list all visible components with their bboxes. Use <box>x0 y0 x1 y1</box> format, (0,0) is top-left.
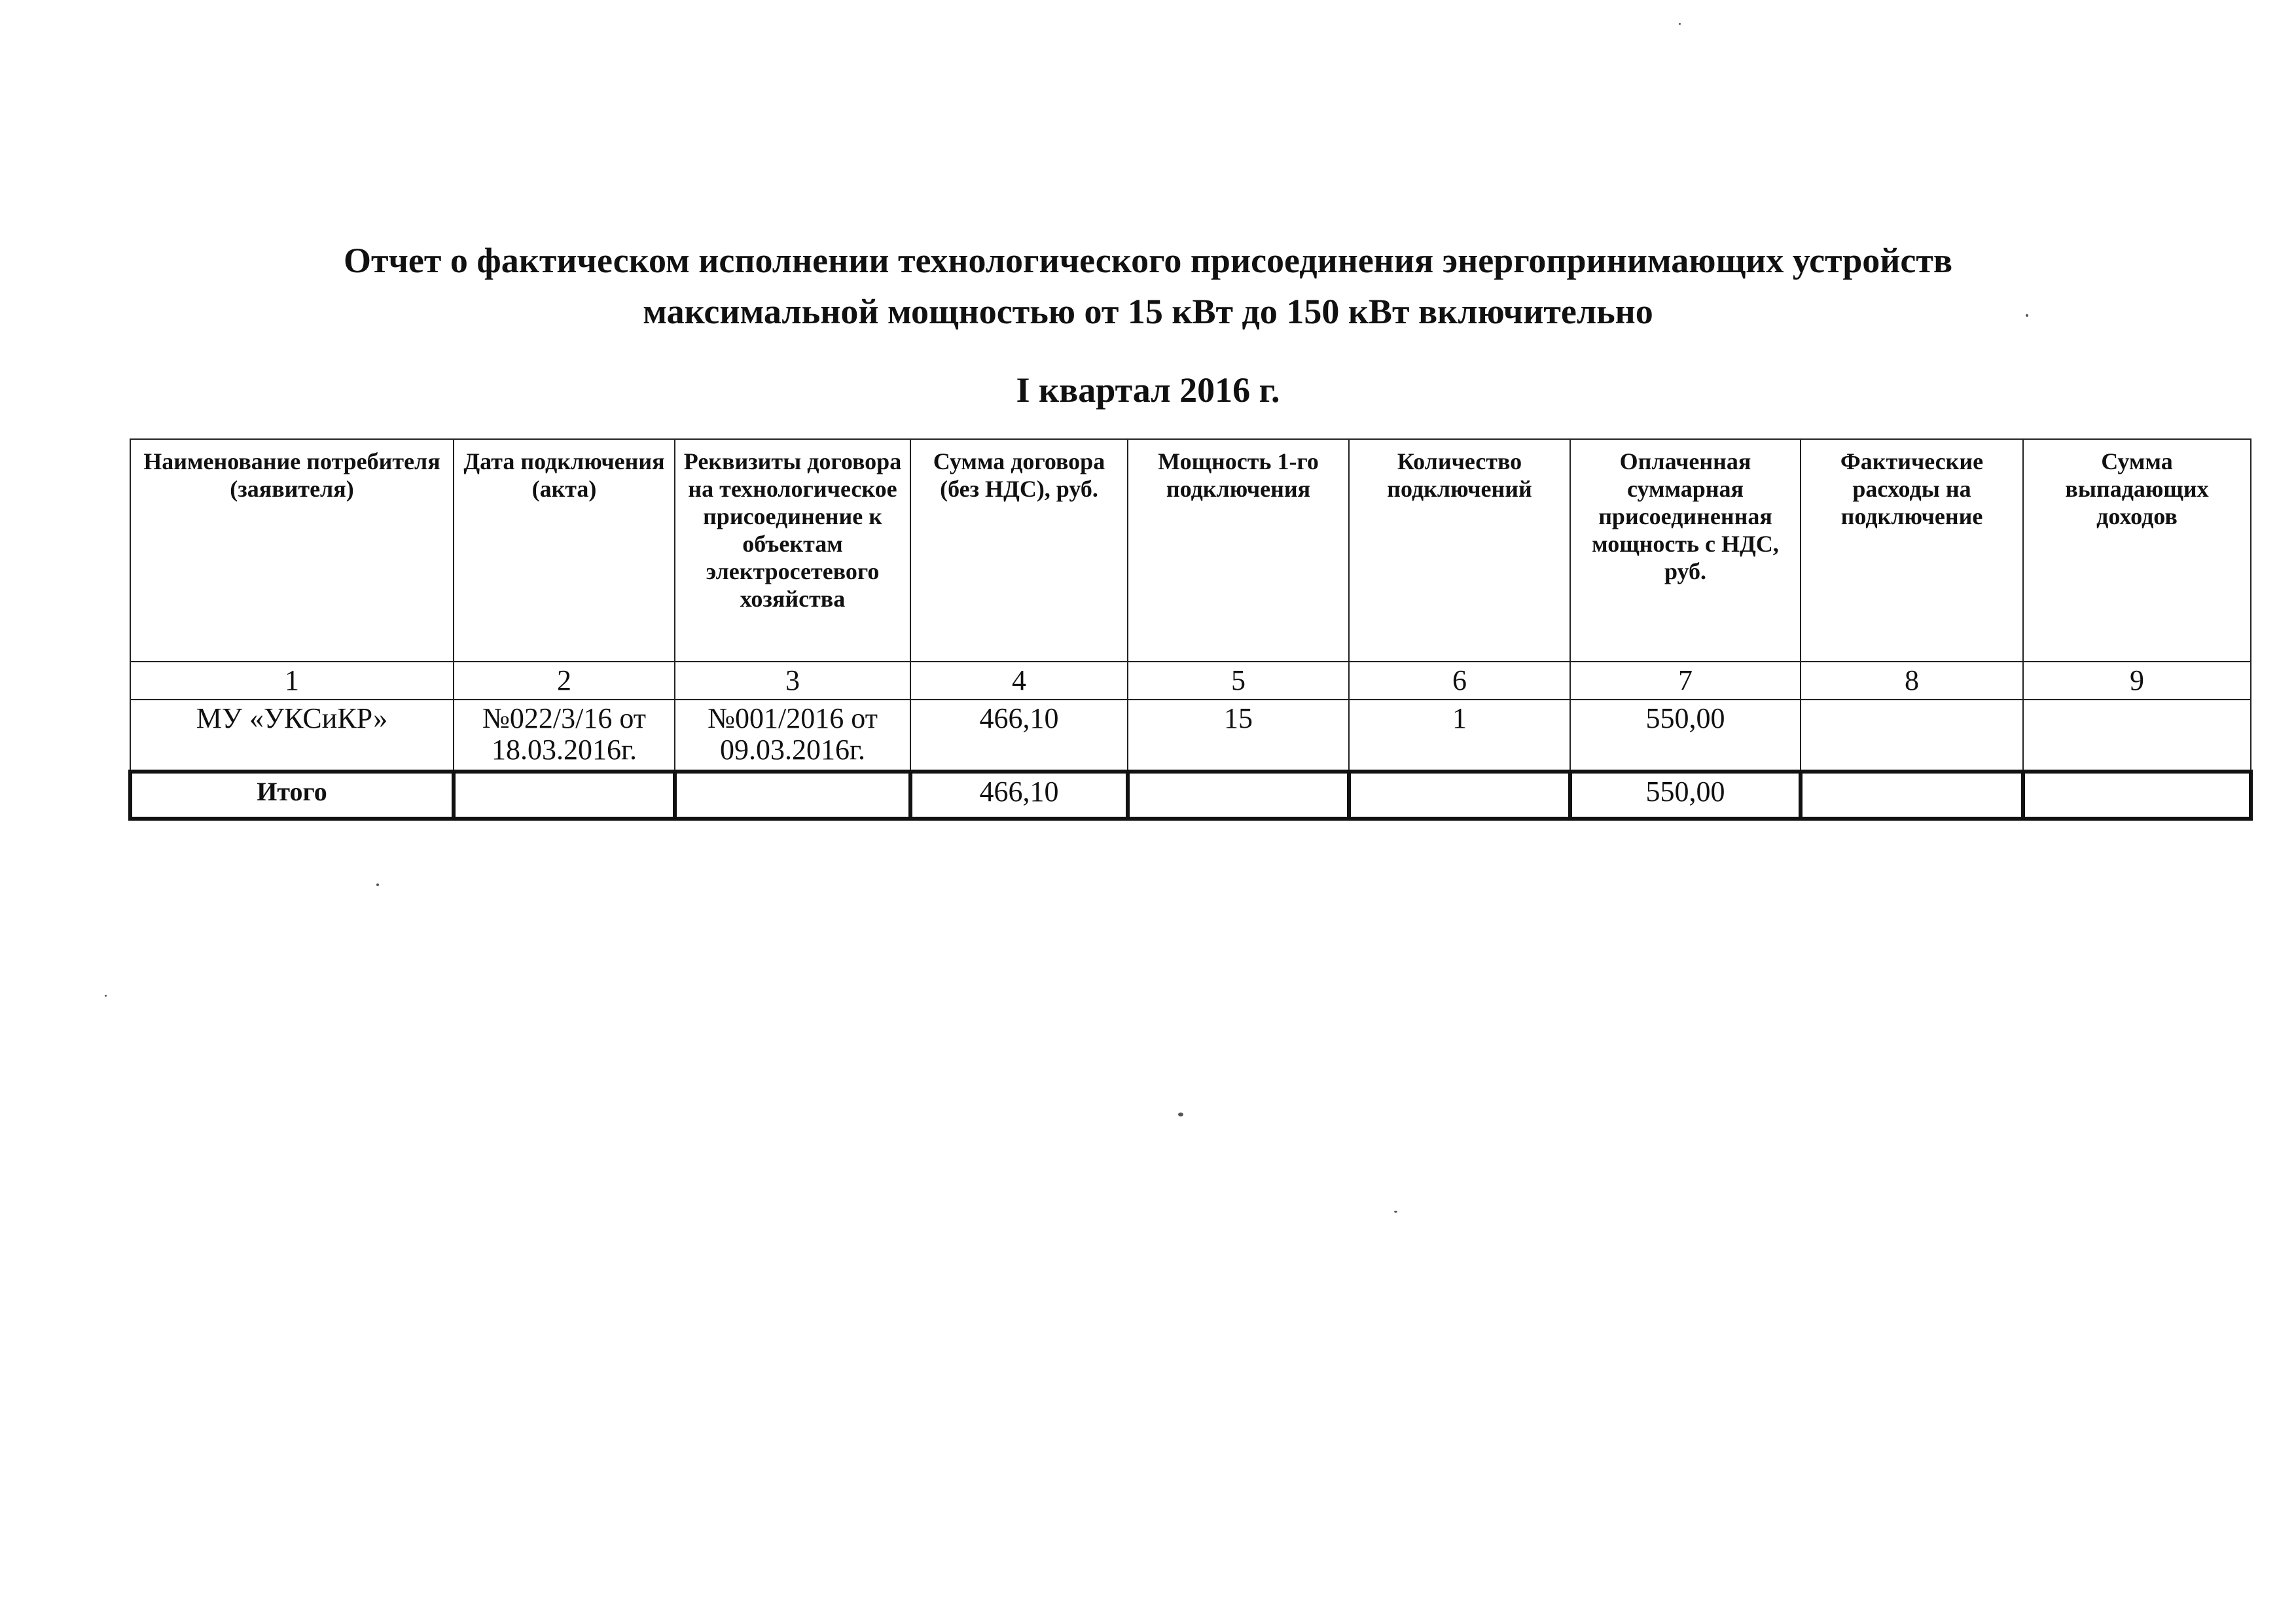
total-power <box>1128 772 1349 819</box>
report-title-line-1: Отчет о фактическом исполнении технологического присоединения энергопринимающих устройств <box>343 241 1953 280</box>
cell-count: 1 <box>1349 700 1570 772</box>
column-number-row <box>130 662 2251 700</box>
scan-speck <box>1679 23 1681 25</box>
report-period: I квартал 2016 г. <box>1016 370 1280 410</box>
header-consumer: Наименование потребителя (заявителя) <box>130 439 454 662</box>
scan-speck <box>2026 314 2028 317</box>
table-row <box>130 700 2251 772</box>
cell-actual-costs <box>1801 700 2023 772</box>
column-number: 2 <box>454 662 675 700</box>
total-lost-income <box>2023 772 2251 819</box>
total-contract <box>675 772 910 819</box>
cell-consumer: МУ «УКСиКР» <box>130 700 454 772</box>
total-actual-costs <box>1801 772 2023 819</box>
scan-speck <box>1394 1211 1397 1213</box>
table-header-row <box>130 439 2251 662</box>
column-number: 8 <box>1801 662 2023 700</box>
cell-connection-date: №022/3/16 от 18.03.2016г. <box>454 700 675 772</box>
cell-paid-power: 550,00 <box>1570 700 1801 772</box>
total-row <box>130 772 2251 819</box>
column-number: 4 <box>910 662 1128 700</box>
header-first-connection-power: Мощность 1-го подключения <box>1128 439 1349 662</box>
header-contract-details: Реквизиты договора на технологическое присоединение к объектам электросетевого хозяйства <box>675 439 910 662</box>
cell-lost-income <box>2023 700 2251 772</box>
cell-contract: №001/2016 от 09.03.2016г. <box>675 700 910 772</box>
scan-speck <box>105 995 107 997</box>
report-title-line-2: максимальной мощностью от 15 кВт до 150 кВт включительно <box>643 292 1653 331</box>
scan-speck <box>1178 1113 1183 1116</box>
column-number: 5 <box>1128 662 1349 700</box>
header-actual-costs: Фактические расходы на подключение <box>1801 439 2023 662</box>
column-number: 1 <box>130 662 454 700</box>
column-number: 9 <box>2023 662 2251 700</box>
total-paid-power: 550,00 <box>1570 772 1801 819</box>
header-connection-count: Количество подключений <box>1349 439 1570 662</box>
header-connection-date: Дата подключения (акта) <box>454 439 675 662</box>
cell-contract-sum: 466,10 <box>910 700 1128 772</box>
column-number: 7 <box>1570 662 1801 700</box>
report-table <box>128 438 2253 821</box>
total-label: Итого <box>130 772 454 819</box>
cell-power: 15 <box>1128 700 1349 772</box>
total-contract-sum: 466,10 <box>910 772 1128 819</box>
header-contract-sum: Сумма договора (без НДС), руб. <box>910 439 1128 662</box>
column-number: 6 <box>1349 662 1570 700</box>
scan-speck <box>376 883 379 886</box>
column-number: 3 <box>675 662 910 700</box>
header-paid-power: Оплаченная суммарная присоединенная мощность с НДС, руб. <box>1570 439 1801 662</box>
header-lost-income: Сумма выпадающих доходов <box>2023 439 2251 662</box>
total-count <box>1349 772 1570 819</box>
total-connection-date <box>454 772 675 819</box>
